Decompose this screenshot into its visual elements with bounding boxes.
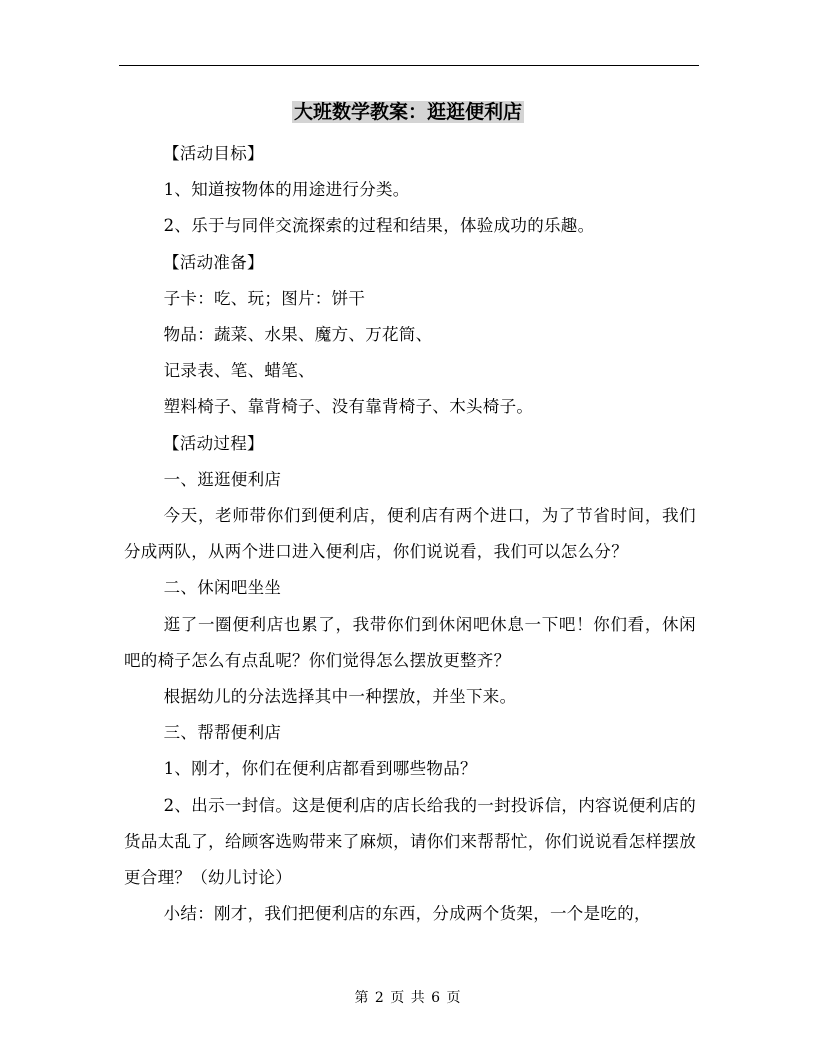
paragraph: 二、休闲吧坐坐 xyxy=(163,578,282,598)
section-heading-process: 【活动过程】 xyxy=(163,433,264,453)
document-body xyxy=(124,136,696,932)
paragraph: 2、出示一封信。这是便利店的店长给我的一封投诉信，内容说便利店的货品太乱了，给顾客选购带来了麻烦，请你们来帮帮忙，你们说说看怎样摆放更合理？（幼儿讨论） xyxy=(124,795,696,888)
document-title xyxy=(0,98,816,126)
header-rule xyxy=(119,65,699,66)
paragraph: 塑料椅子、靠背椅子、没有靠背椅子、木头椅子。 xyxy=(163,397,534,417)
paragraph: 三、帮帮便利店 xyxy=(163,723,282,743)
paragraph: 1、刚才，你们在便利店都看到哪些物品？ xyxy=(163,759,477,779)
paragraph: 物品：蔬菜、水果、魔方、万花筒、 xyxy=(163,325,433,345)
paragraph: 子卡：吃、玩；图片：饼干 xyxy=(163,288,366,308)
paragraph: 根据幼儿的分法选择其中一种摆放，并坐下来。 xyxy=(163,687,517,707)
page-number: 第 2 页 共 6 页 xyxy=(354,990,462,1006)
paragraph: 小结：刚才，我们把便利店的东西，分成两个货架，一个是吃的， xyxy=(163,904,651,924)
paragraph: 今天，老师带你们到便利店，便利店有两个进口，为了节省时间，我们分成两队，从两个进口进入便利店，你们说说看，我们可以怎么分？ xyxy=(124,506,696,562)
paragraph: 记录表、笔、蜡笔、 xyxy=(163,361,315,381)
section-heading-goals: 【活动目标】 xyxy=(163,144,264,163)
paragraph: 1、知道按物体的用途进行分类。 xyxy=(163,180,410,200)
paragraph: 2、乐于与同伴交流探索的过程和结果，体验成功的乐趣。 xyxy=(163,216,595,236)
paragraph: 逛了一圈便利店也累了，我带你们到休闲吧休息一下吧！你们看，休闲吧的椅子怎么有点乱呢？你们觉得怎么摆放更整齐？ xyxy=(124,614,696,670)
title-text: 大班数学教案：逛逛便利店 xyxy=(293,101,522,123)
page-footer xyxy=(0,988,816,1008)
paragraph: 一、逛逛便利店 xyxy=(163,469,282,489)
section-heading-prep: 【活动准备】 xyxy=(163,252,264,272)
